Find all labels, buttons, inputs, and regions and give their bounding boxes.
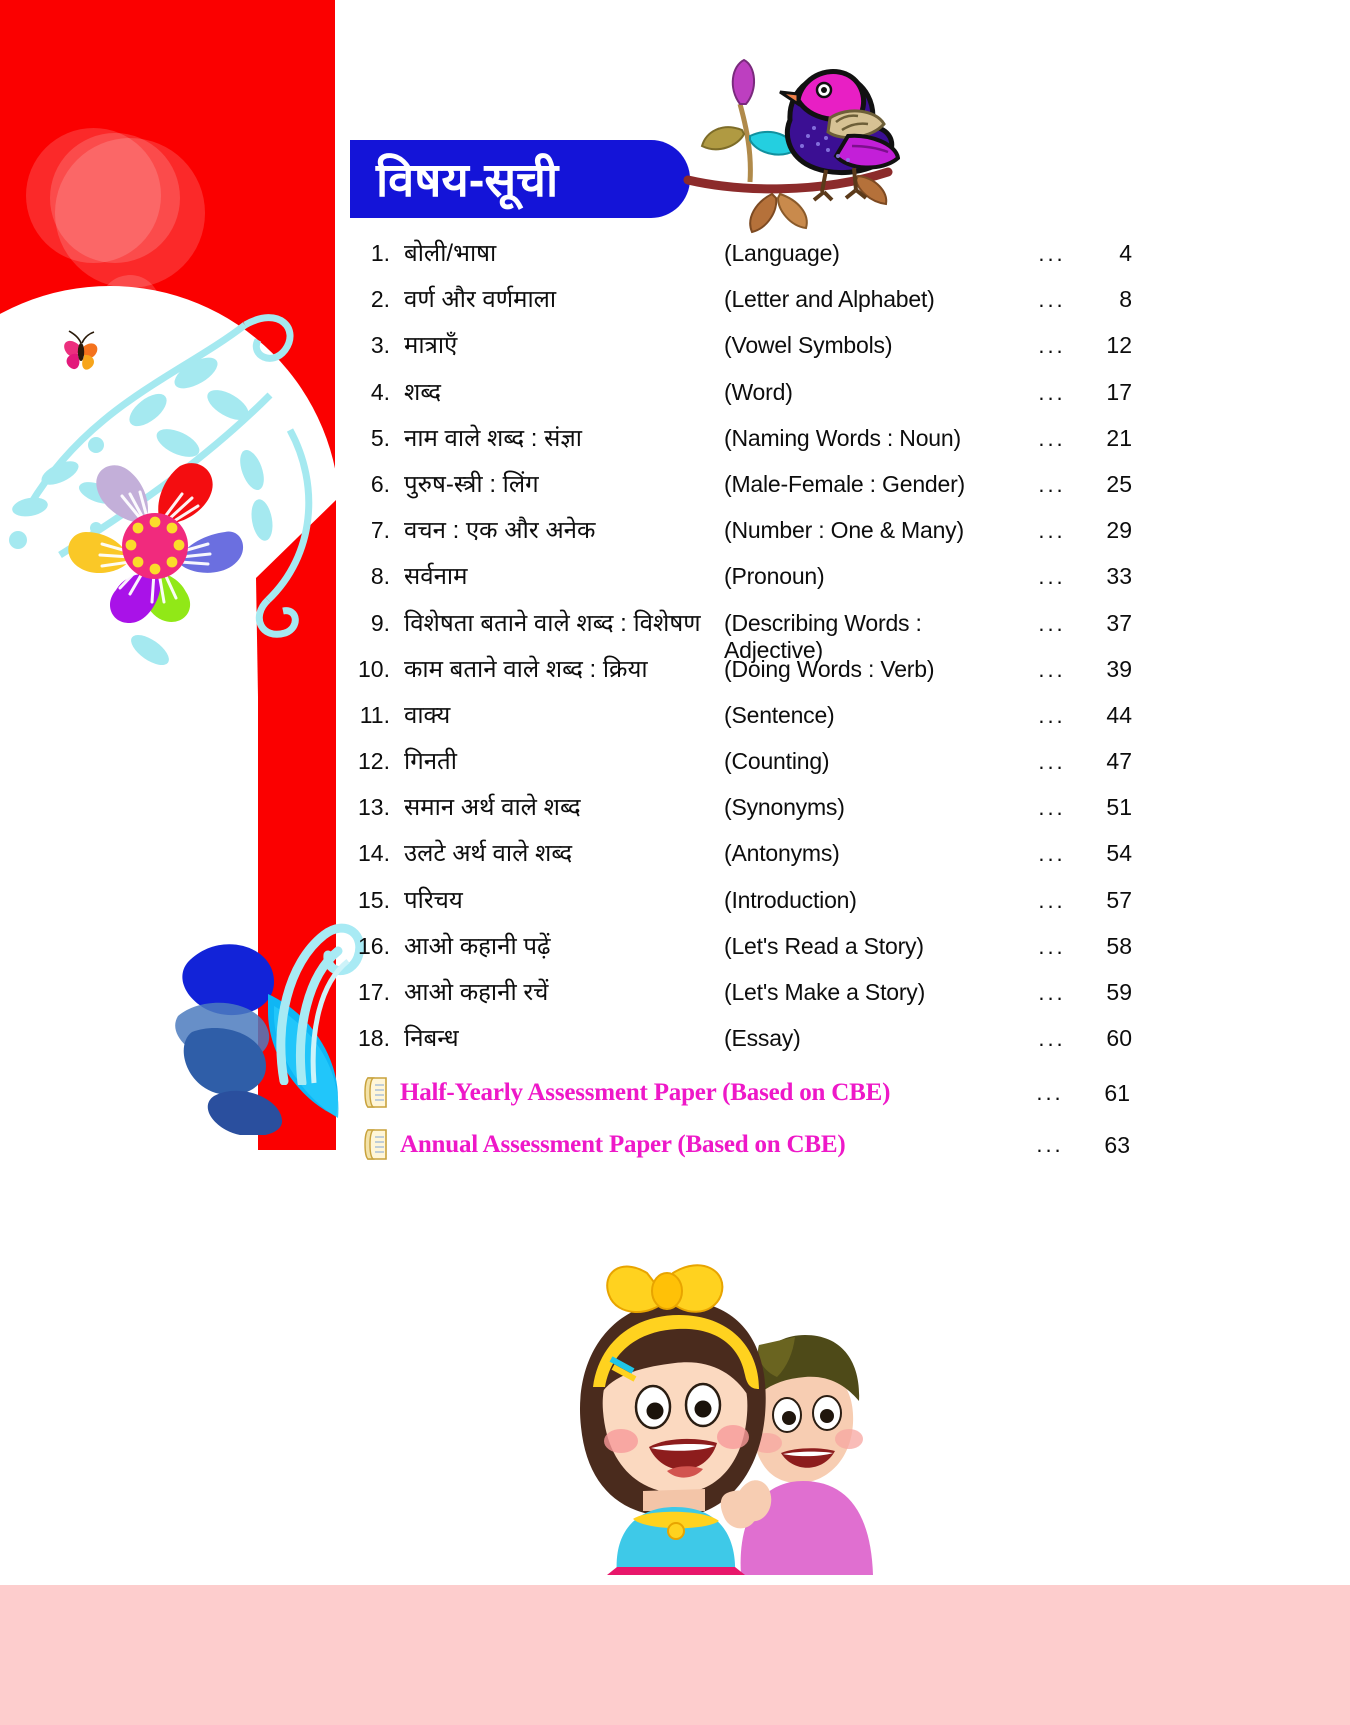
assessment-dot-leader: ... <box>1036 1132 1064 1158</box>
toc-page-number: 39 <box>1106 655 1132 682</box>
toc-page-number: 29 <box>1106 517 1132 544</box>
toc-title-hindi: आओ कहानी पढ़ें <box>404 932 551 960</box>
toc-row[interactable] <box>352 282 1142 328</box>
toc-title-english: (Antonyms) <box>724 840 840 867</box>
toc-number: 13. <box>358 794 390 821</box>
toc-title-hindi: बोली/भाषा <box>404 240 497 267</box>
toc-title-english: (Language) <box>724 240 840 266</box>
toc-number: 9. <box>370 609 390 636</box>
toc-row[interactable] <box>352 975 1142 1021</box>
toc-number: 4. <box>370 378 390 405</box>
toc-title-hindi: सर्वनाम <box>404 563 468 591</box>
toc-title-hindi: काम बताने वाले शब्द : क्रिया <box>404 655 648 683</box>
document-pages-icon <box>354 1127 400 1163</box>
two-smiling-children-icon <box>555 1175 885 1575</box>
toc-title-english: (Essay) <box>724 1025 801 1052</box>
toc-number: 6. <box>370 470 390 497</box>
toc-dot-leader: ... <box>1038 471 1066 497</box>
toc-number: 12. <box>358 748 390 775</box>
toc-page-number: 60 <box>1106 1025 1132 1052</box>
toc-page-number: 54 <box>1106 840 1132 867</box>
toc-number: 16. <box>358 932 390 959</box>
toc-dot-leader: ... <box>1038 379 1066 405</box>
toc-page-number: 44 <box>1106 701 1132 728</box>
toc-page-number: 8 <box>1119 286 1132 313</box>
toc-row[interactable] <box>352 698 1142 744</box>
toc-title-hindi: विशेषता बताने वाले शब्द : विशेषण <box>404 609 701 637</box>
toc-title-hindi: पुरुष-स्त्री : लिंग <box>404 470 539 498</box>
bottom-pink-band <box>0 1585 1350 1725</box>
toc-title-hindi: नाम वाले शब्द : संज्ञा <box>404 424 582 452</box>
assessment-label: Annual Assessment Paper (Based on CBE) <box>400 1131 846 1159</box>
toc-number: 3. <box>370 332 390 359</box>
toc-row[interactable] <box>352 328 1142 374</box>
toc-title-hindi: निबन्ध <box>404 1025 459 1053</box>
toc-dot-leader: ... <box>1038 887 1066 913</box>
toc-page-number: 4 <box>1119 240 1132 266</box>
toc-number: 17. <box>358 979 390 1005</box>
toc-title-english: (Naming Words : Noun) <box>724 424 961 451</box>
toc-row[interactable] <box>352 421 1142 467</box>
toc-row[interactable] <box>352 652 1142 698</box>
toc-title-hindi: वचन : एक और अनेक <box>404 517 596 545</box>
toc-title-english: (Doing Words : Verb) <box>724 655 935 682</box>
toc-number: 14. <box>358 840 390 867</box>
assessment-dot-leader: ... <box>1036 1080 1064 1106</box>
toc-row[interactable] <box>352 513 1142 559</box>
toc-title-hindi: समान अर्थ वाले शब्द <box>404 794 581 822</box>
toc-dot-leader: ... <box>1038 518 1066 544</box>
toc-row[interactable] <box>352 375 1142 421</box>
assessment-row[interactable] <box>354 1067 1142 1119</box>
toc-dot-leader: ... <box>1038 933 1066 959</box>
toc-page-number: 58 <box>1106 932 1132 959</box>
toc-page-number: 21 <box>1106 424 1132 451</box>
toc-number: 11. <box>359 701 390 728</box>
toc-dot-leader: ... <box>1038 241 1066 266</box>
toc-row[interactable] <box>352 836 1142 882</box>
toc-row[interactable] <box>352 744 1142 790</box>
toc-page-number: 12 <box>1106 332 1132 359</box>
toc-dot-leader: ... <box>1038 564 1066 590</box>
toc-entry-list <box>352 236 1142 1067</box>
toc-title-english: (Vowel Symbols) <box>724 332 893 359</box>
assessment-page-number: 63 <box>1104 1131 1130 1158</box>
toc-dot-leader: ... <box>1038 702 1066 728</box>
toc-dot-leader: ... <box>1038 610 1066 636</box>
toc-title-hindi: आओ कहानी रचें <box>404 979 549 1006</box>
toc-number: 7. <box>370 517 390 544</box>
toc-dot-leader: ... <box>1038 795 1066 821</box>
document-pages-icon <box>354 1075 400 1111</box>
toc-dot-leader: ... <box>1038 425 1066 451</box>
toc-dot-leader: ... <box>1038 656 1066 682</box>
toc-title-hindi: वाक्य <box>404 701 451 729</box>
toc-title-english: (Number : One & Many) <box>724 517 964 544</box>
toc-row[interactable] <box>352 883 1142 929</box>
bird-on-branch-icon <box>680 52 900 237</box>
assessment-row[interactable] <box>354 1119 1142 1171</box>
butterfly-icon <box>58 330 106 378</box>
toc-number: 1. <box>370 240 390 266</box>
toc-number: 2. <box>370 286 390 313</box>
toc-title-hindi: गिनती <box>404 748 457 776</box>
toc-title-hindi: वर्ण और वर्णमाला <box>404 286 557 314</box>
page-title-banner <box>350 140 690 218</box>
toc-dot-leader: ... <box>1038 749 1066 775</box>
toc-title-hindi: उलटे अर्थ वाले शब्द <box>404 840 573 868</box>
toc-title-english: (Counting) <box>724 748 830 775</box>
toc-row[interactable] <box>352 929 1142 975</box>
toc-title-english: (Word) <box>724 378 793 405</box>
toc-title-hindi: परिचय <box>404 886 463 914</box>
toc-page-number: 33 <box>1106 563 1132 590</box>
toc-title-english: (Pronoun) <box>724 563 825 590</box>
toc-page-number: 37 <box>1106 609 1132 636</box>
toc-dot-leader: ... <box>1038 1026 1066 1052</box>
toc-title-english: (Letter and Alphabet) <box>724 286 935 313</box>
toc-dot-leader: ... <box>1038 287 1066 313</box>
toc-title-english: (Male-Female : Gender) <box>724 470 966 497</box>
toc-row[interactable] <box>352 467 1142 513</box>
page-title: विषय-सूची <box>376 152 559 206</box>
toc-title-english: (Let's Make a Story) <box>724 979 926 1005</box>
toc-number: 15. <box>358 886 390 913</box>
toc-page-number: 47 <box>1106 748 1132 775</box>
toc-number: 10. <box>358 655 390 682</box>
toc-row[interactable] <box>352 1021 1142 1067</box>
toc-dot-leader: ... <box>1038 980 1066 1005</box>
toc-title-english: (Synonyms) <box>724 794 845 821</box>
toc-row[interactable] <box>352 236 1142 282</box>
toc-page-number: 57 <box>1106 886 1132 913</box>
toc-page-number: 51 <box>1106 794 1132 821</box>
toc-number: 8. <box>370 563 390 590</box>
toc-page-number: 59 <box>1106 979 1132 1005</box>
toc-title-english: (Sentence) <box>724 701 835 728</box>
six-petal-flower-icon <box>60 440 250 630</box>
toc-dot-leader: ... <box>1038 841 1066 867</box>
assessment-paper-list <box>352 1067 1142 1171</box>
assessment-label: Half-Yearly Assessment Paper (Based on CBE) <box>400 1079 891 1107</box>
toc-row[interactable] <box>352 606 1142 663</box>
toc-page-number: 25 <box>1106 470 1132 497</box>
toc-dot-leader: ... <box>1038 333 1066 359</box>
toc-page-number: 17 <box>1106 378 1132 405</box>
toc-row[interactable] <box>352 790 1142 836</box>
toc-title-english: (Describing Words : Adjective) <box>724 609 922 663</box>
table-of-contents <box>352 236 1142 1171</box>
toc-row[interactable] <box>352 559 1142 605</box>
toc-number: 18. <box>358 1025 390 1052</box>
toc-title-english: (Let's Read a Story) <box>724 932 924 959</box>
toc-title-hindi: शब्द <box>404 378 442 406</box>
assessment-page-number: 61 <box>1104 1079 1130 1106</box>
toc-number: 5. <box>370 424 390 451</box>
toc-title-hindi: मात्राएँ <box>404 332 458 360</box>
toc-title-english: (Introduction) <box>724 886 857 913</box>
